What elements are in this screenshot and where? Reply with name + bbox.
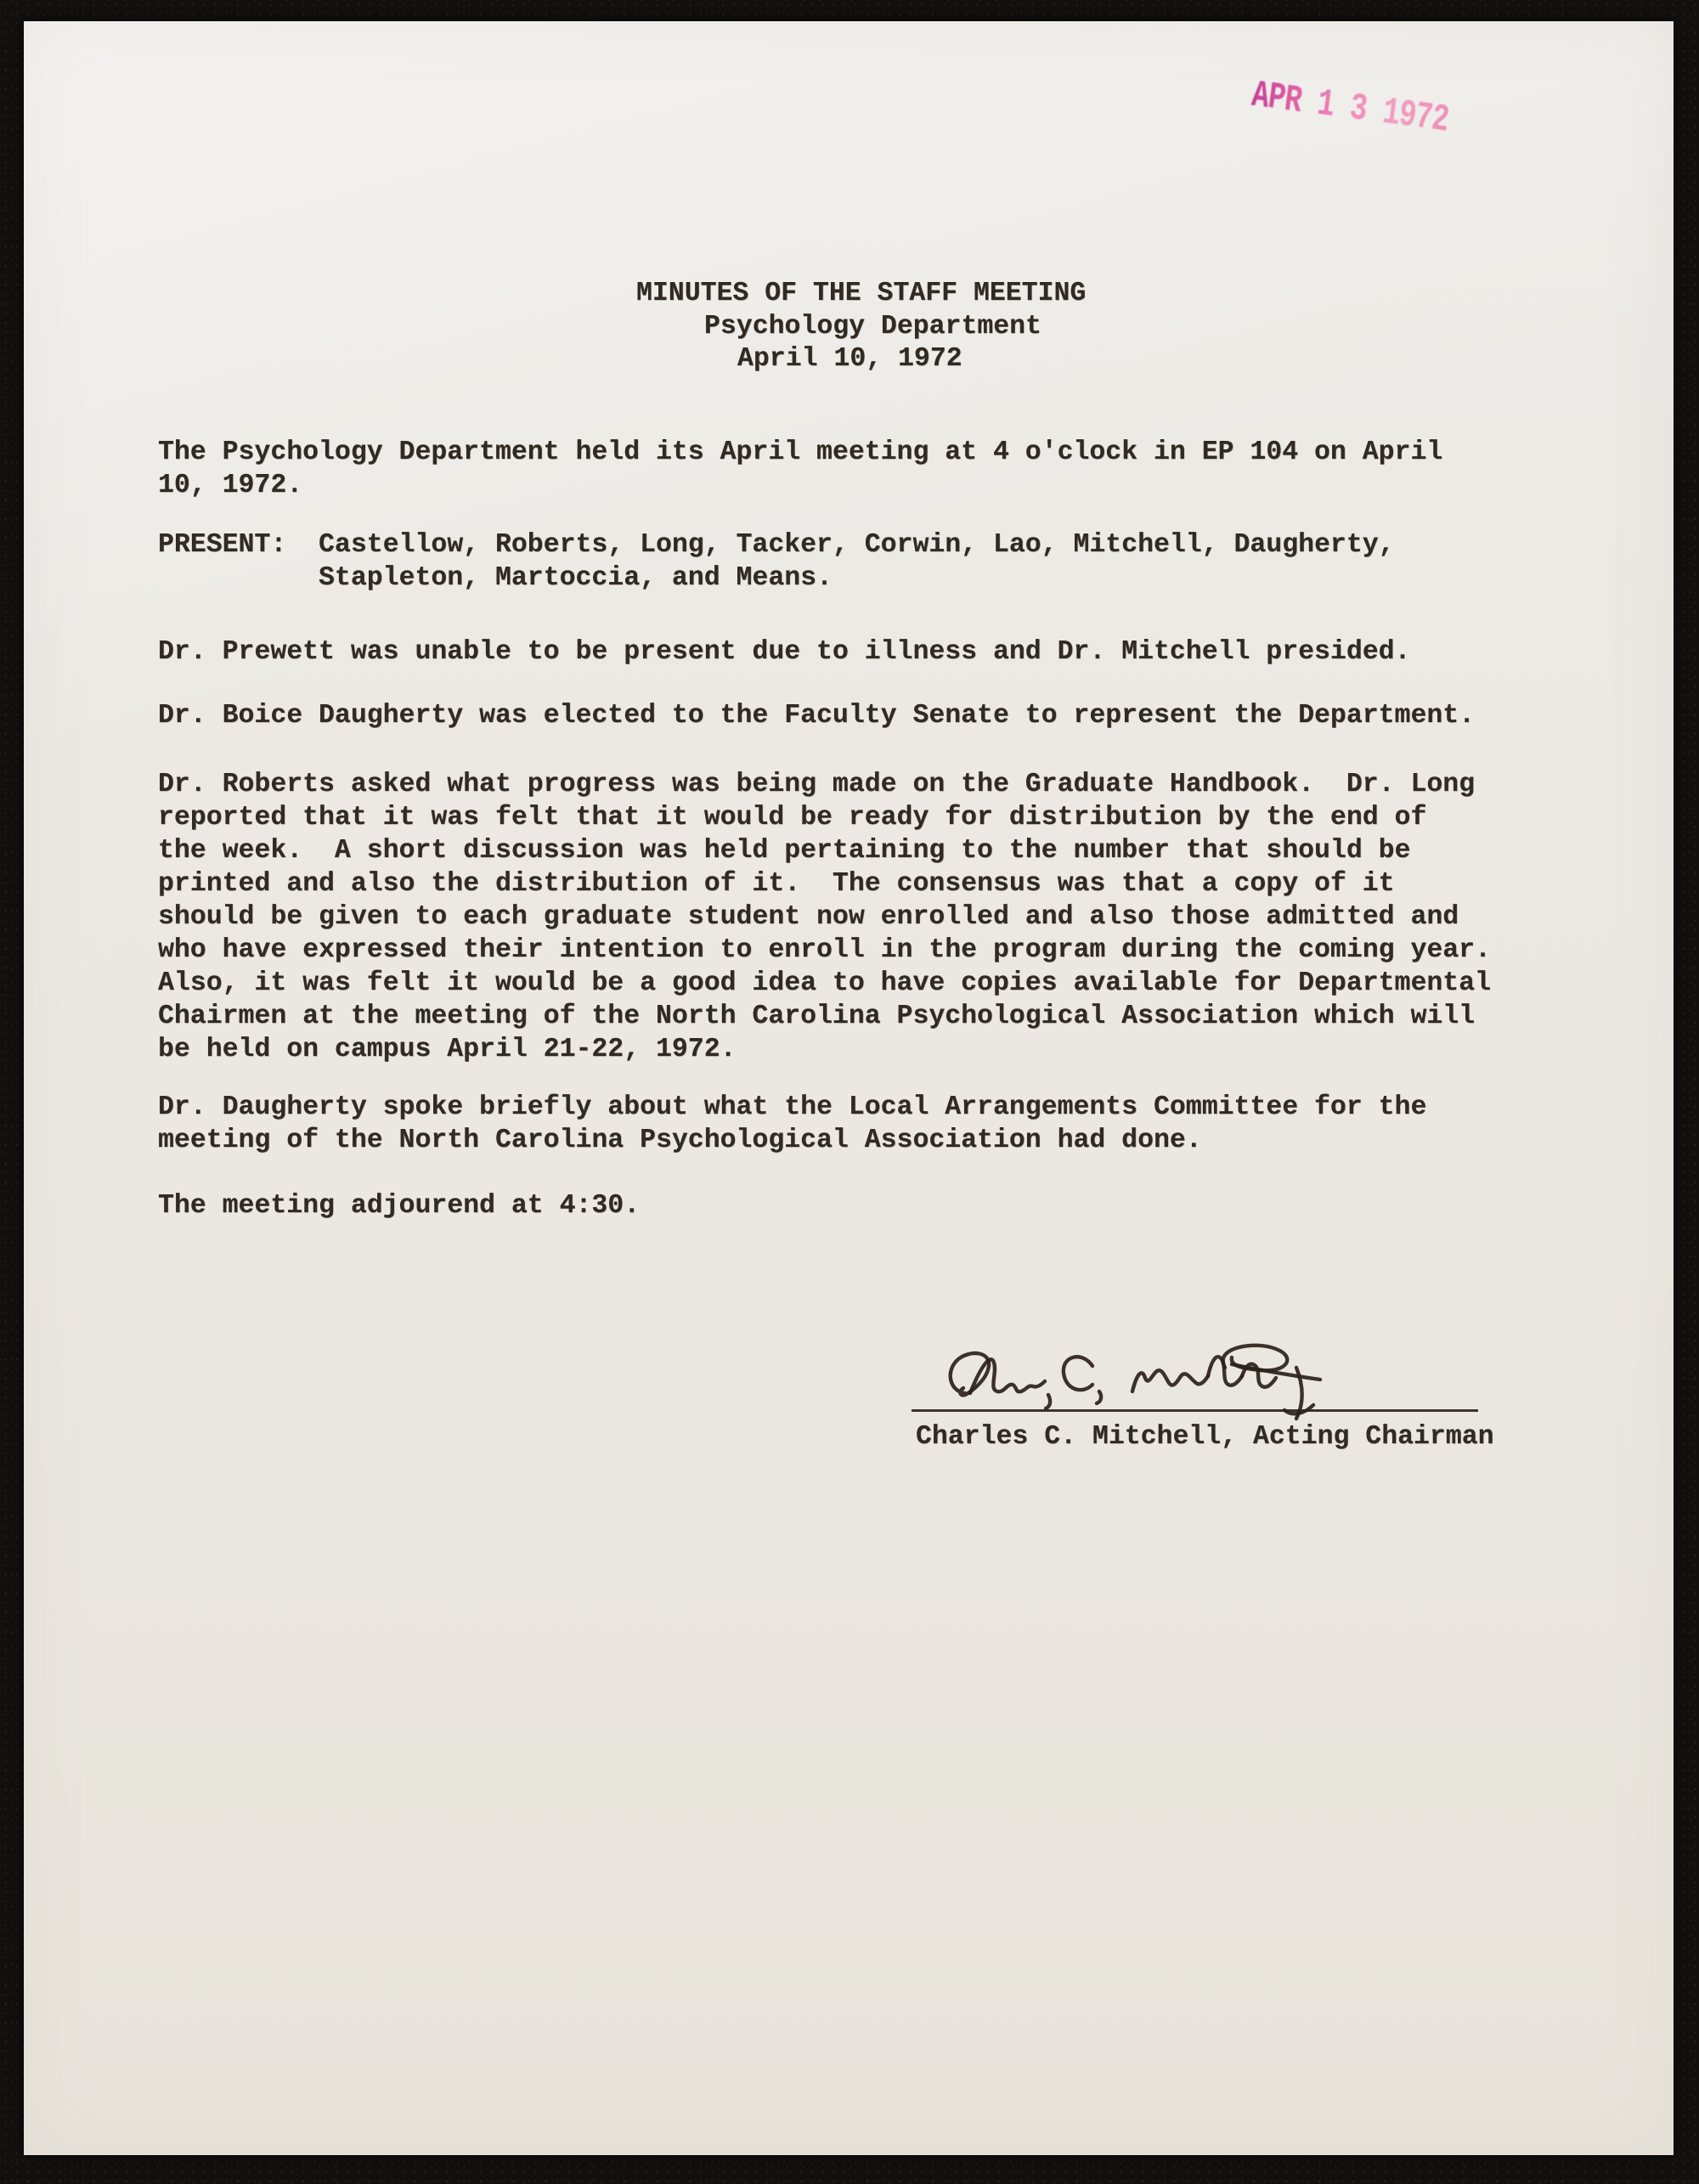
paragraph-daugherty-senate: Dr. Boice Daugherty was elected to the Faculty Senate to represent the Department. bbox=[158, 701, 1476, 731]
paragraph-prewett: Dr. Prewett was unable to be present due to illness and Dr. Mitchell presided. bbox=[158, 637, 1411, 667]
paragraph-opening: The Psychology Department held its April meeting at 4 o'clock in EP 104 on April 10, 1972. bbox=[158, 437, 1443, 500]
paragraph-present-list: PRESENT: Castellow, Roberts, Long, Tacker, Corwin, Lao, Mitchell, Daugherty, Stapleton, Martoccia, and Means. bbox=[158, 530, 1395, 593]
paragraph-local-arrangements: Dr. Daugherty spoke briefly about what the Local Arrangements Committee for the meeting of the North Carolina Psychological Association had done. bbox=[158, 1092, 1427, 1155]
signature-typed-name: Charles C. Mitchell, Acting Chairman bbox=[916, 1422, 1494, 1452]
paper-sheet bbox=[24, 21, 1674, 2155]
date-stamp bbox=[1249, 75, 1451, 144]
signature-line bbox=[912, 1409, 1478, 1412]
paragraph-adjournment: The meeting adjourend at 4:30. bbox=[158, 1191, 641, 1221]
document-title-line-3: April 10, 1972 bbox=[737, 344, 962, 374]
paragraph-graduate-handbook: Dr. Roberts asked what progress was being made on the Graduate Handbook. Dr. Long reported that it was felt that it would be ready for distribution by the end of the week. A short discussion was held pertaining to the number that should be printed and also the distribution of it. The consensus was that a copy of it should be given to each graduate student now enrolled and also those admitted and who have expressed their intention to enroll in the program during the coming year. Also, it was felt it would be a good idea to have copies available for Departmental Chairmen at the meeting of the North Carolina Psychological Association which will be held on campus April 21-22, 1972. bbox=[158, 770, 1491, 1064]
document-title-line-1: MINUTES OF THE STAFF MEETING bbox=[636, 279, 1087, 308]
document-title-line-2: Psychology Department bbox=[704, 312, 1041, 341]
date-stamp-text: APR 1 3 1972 bbox=[1249, 75, 1451, 144]
